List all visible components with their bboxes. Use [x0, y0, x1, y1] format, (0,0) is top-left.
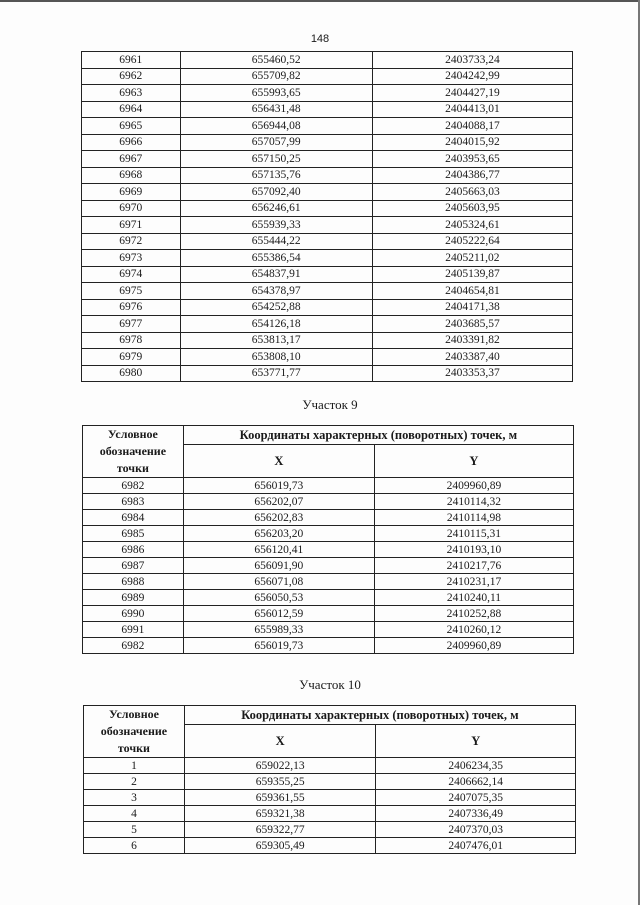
x-coordinate-cell: 653813,17: [180, 332, 372, 349]
y-coordinate-cell: 2407336,49: [376, 806, 576, 822]
x-coordinate-cell: 659305,49: [184, 838, 376, 854]
section-9-body: [83, 478, 574, 654]
point-number-cell: 6976: [82, 299, 181, 316]
x-coordinate-cell: 653771,77: [180, 365, 372, 382]
page-number: 148: [310, 33, 330, 45]
x-coordinate-cell: 659322,77: [184, 822, 376, 838]
table-row: [82, 68, 573, 85]
y-coordinate-cell: 2410114,98: [374, 510, 573, 526]
table-row: [83, 478, 574, 494]
coordinates-table-continued: [81, 51, 573, 382]
x-coordinate-cell: 656071,08: [183, 574, 374, 590]
y-coordinate-cell: 2403733,24: [372, 52, 572, 69]
point-number-cell: 6964: [82, 101, 181, 118]
table-row: [82, 250, 573, 267]
x-coordinate-cell: 653808,10: [180, 349, 372, 366]
x-coordinate-cell: 656944,08: [180, 118, 372, 135]
x-coordinate-cell: 656019,73: [183, 478, 374, 494]
table-row: [83, 558, 574, 574]
y-coordinate-cell: 2404413,01: [372, 101, 572, 118]
table-row: [83, 510, 574, 526]
table-row: [82, 52, 573, 69]
table1-body: [82, 52, 573, 382]
point-number-cell: 6988: [83, 574, 184, 590]
table-row: [82, 233, 573, 250]
y-coordinate-cell: 2404427,19: [372, 85, 572, 102]
x-coordinate-cell: 657150,25: [180, 151, 372, 168]
table-row: [84, 790, 576, 806]
point-number-cell: 6970: [82, 200, 181, 217]
x-coordinate-cell: 656431,48: [180, 101, 372, 118]
point-number-cell: 6966: [82, 134, 181, 151]
x-coordinate-cell: 656012,59: [183, 606, 374, 622]
point-number-cell: 6980: [82, 365, 181, 382]
point-number-cell: 6972: [82, 233, 181, 250]
point-number-cell: 6961: [82, 52, 181, 69]
section-9-title: Участок 9: [302, 397, 358, 412]
point-number-cell: 6963: [82, 85, 181, 102]
point-number-cell: 1: [84, 758, 185, 774]
y-coordinate-cell: 2403353,37: [372, 365, 572, 382]
x-coordinate-cell: 656202,07: [183, 494, 374, 510]
x-coordinate-cell: 655444,22: [180, 233, 372, 250]
point-number-cell: 6978: [82, 332, 181, 349]
y-coordinate-cell: 2410240,11: [374, 590, 573, 606]
y-coordinate-cell: 2410252,88: [374, 606, 573, 622]
x-coordinate-cell: 656246,61: [180, 200, 372, 217]
table-row: [84, 806, 576, 822]
x-coordinate-cell: 656202,83: [183, 510, 374, 526]
y-coordinate-cell: 2404242,99: [372, 68, 572, 85]
point-number-cell: 6975: [82, 283, 181, 300]
x-coordinate-cell: 657092,40: [180, 184, 372, 201]
point-number-cell: 6968: [82, 167, 181, 184]
point-number-cell: 6974: [82, 266, 181, 283]
y-header: Y: [376, 725, 576, 758]
table-row: [83, 638, 574, 654]
table-row: [82, 217, 573, 234]
point-number-cell: 6979: [82, 349, 181, 366]
y-coordinate-cell: 2403685,57: [372, 316, 572, 333]
x-coordinate-cell: 656120,41: [183, 542, 374, 558]
x-header: X: [184, 725, 376, 758]
table-row: [82, 316, 573, 333]
y-coordinate-cell: 2410217,76: [374, 558, 573, 574]
x-coordinate-cell: 656019,73: [183, 638, 374, 654]
x-coordinate-cell: 654378,97: [180, 283, 372, 300]
table-row: [82, 134, 573, 151]
point-label-header: Условное обозначение точки: [84, 706, 185, 758]
y-coordinate-cell: 2405603,95: [372, 200, 572, 217]
x-coordinate-cell: 654837,91: [180, 266, 372, 283]
x-coordinate-cell: 659321,38: [184, 806, 376, 822]
point-number-cell: 6987: [83, 558, 184, 574]
x-coordinate-cell: 657135,76: [180, 167, 372, 184]
point-number-cell: 6977: [82, 316, 181, 333]
y-coordinate-cell: 2403953,65: [372, 151, 572, 168]
x-coordinate-cell: 655386,54: [180, 250, 372, 267]
table-row: [83, 606, 574, 622]
point-number-cell: 6984: [83, 510, 184, 526]
coords-header: Координаты характерных (поворотных) точек, м: [184, 706, 575, 725]
y-coordinate-cell: 2410115,31: [374, 526, 573, 542]
point-number-cell: 6967: [82, 151, 181, 168]
x-coordinate-cell: 656091,90: [183, 558, 374, 574]
point-number-cell: 6962: [82, 68, 181, 85]
table-row: [82, 283, 573, 300]
x-coordinate-cell: 656203,20: [183, 526, 374, 542]
x-coordinate-cell: 655989,33: [183, 622, 374, 638]
table-row: [82, 118, 573, 135]
point-number-cell: 6985: [83, 526, 184, 542]
point-number-cell: 5: [84, 822, 185, 838]
table-row: [82, 299, 573, 316]
table-row: [83, 542, 574, 558]
x-coordinate-cell: 656050,53: [183, 590, 374, 606]
x-coordinate-cell: 654126,18: [180, 316, 372, 333]
y-coordinate-cell: 2405324,61: [372, 217, 572, 234]
table-row: [82, 365, 573, 382]
table-row: [84, 774, 576, 790]
point-number-cell: 6982: [83, 638, 184, 654]
y-coordinate-cell: 2405663,03: [372, 184, 572, 201]
table-row: [83, 494, 574, 510]
y-coordinate-cell: 2407075,35: [376, 790, 576, 806]
y-header: Y: [374, 445, 573, 478]
point-number-cell: 3: [84, 790, 185, 806]
x-coordinate-cell: 659361,55: [184, 790, 376, 806]
table-row: [82, 332, 573, 349]
point-number-cell: 6: [84, 838, 185, 854]
point-number-cell: 6965: [82, 118, 181, 135]
y-coordinate-cell: 2405222,64: [372, 233, 572, 250]
point-number-cell: 6983: [83, 494, 184, 510]
x-coordinate-cell: 654252,88: [180, 299, 372, 316]
table-row: [84, 838, 576, 854]
y-coordinate-cell: 2410231,17: [374, 574, 573, 590]
table-row: [83, 590, 574, 606]
section-10-title: Участок 10: [299, 677, 361, 692]
table-row: [82, 184, 573, 201]
table-row: [84, 822, 576, 838]
table-row: [83, 574, 574, 590]
y-coordinate-cell: 2404654,81: [372, 283, 572, 300]
point-number-cell: 6986: [83, 542, 184, 558]
y-coordinate-cell: 2403391,82: [372, 332, 572, 349]
x-coordinate-cell: 659022,13: [184, 758, 376, 774]
y-coordinate-cell: 2410114,32: [374, 494, 573, 510]
point-number-cell: 6971: [82, 217, 181, 234]
table-row: [84, 758, 576, 774]
point-number-cell: 6969: [82, 184, 181, 201]
y-coordinate-cell: 2403387,40: [372, 349, 572, 366]
x-coordinate-cell: 655460,52: [180, 52, 372, 69]
table-row: [82, 200, 573, 217]
section-9-table: [82, 425, 574, 654]
y-coordinate-cell: 2404386,77: [372, 167, 572, 184]
table-row: [83, 526, 574, 542]
table-row: [82, 101, 573, 118]
y-coordinate-cell: 2409960,89: [374, 478, 573, 494]
point-number-cell: 6973: [82, 250, 181, 267]
table-row: [82, 167, 573, 184]
y-coordinate-cell: 2405139,87: [372, 266, 572, 283]
point-number-cell: 6990: [83, 606, 184, 622]
point-number-cell: 2: [84, 774, 185, 790]
section-10-table: [83, 705, 576, 854]
point-number-cell: 6991: [83, 622, 184, 638]
y-coordinate-cell: 2410193,10: [374, 542, 573, 558]
x-coordinate-cell: 655709,82: [180, 68, 372, 85]
y-coordinate-cell: 2406662,14: [376, 774, 576, 790]
table-row: [82, 85, 573, 102]
y-coordinate-cell: 2406234,35: [376, 758, 576, 774]
point-number-cell: 4: [84, 806, 185, 822]
table-row: [82, 349, 573, 366]
point-number-cell: 6989: [83, 590, 184, 606]
y-coordinate-cell: 2410260,12: [374, 622, 573, 638]
y-coordinate-cell: 2407370,03: [376, 822, 576, 838]
scan-top-edge: [0, 0, 640, 2]
y-coordinate-cell: 2404088,17: [372, 118, 572, 135]
x-coordinate-cell: 657057,99: [180, 134, 372, 151]
x-coordinate-cell: 655939,33: [180, 217, 372, 234]
point-number-cell: 6982: [83, 478, 184, 494]
y-coordinate-cell: 2404171,38: [372, 299, 572, 316]
table-row: [83, 622, 574, 638]
table-row: [82, 266, 573, 283]
table-row: [82, 151, 573, 168]
y-coordinate-cell: 2404015,92: [372, 134, 572, 151]
coords-header: Координаты характерных (поворотных) точек, м: [183, 426, 573, 445]
point-label-header: Условное обозначение точки: [83, 426, 184, 478]
y-coordinate-cell: 2409960,89: [374, 638, 573, 654]
section-10-body: [84, 758, 576, 854]
x-coordinate-cell: 659355,25: [184, 774, 376, 790]
x-coordinate-cell: 655993,65: [180, 85, 372, 102]
y-coordinate-cell: 2405211,02: [372, 250, 572, 267]
x-header: X: [183, 445, 374, 478]
y-coordinate-cell: 2407476,01: [376, 838, 576, 854]
